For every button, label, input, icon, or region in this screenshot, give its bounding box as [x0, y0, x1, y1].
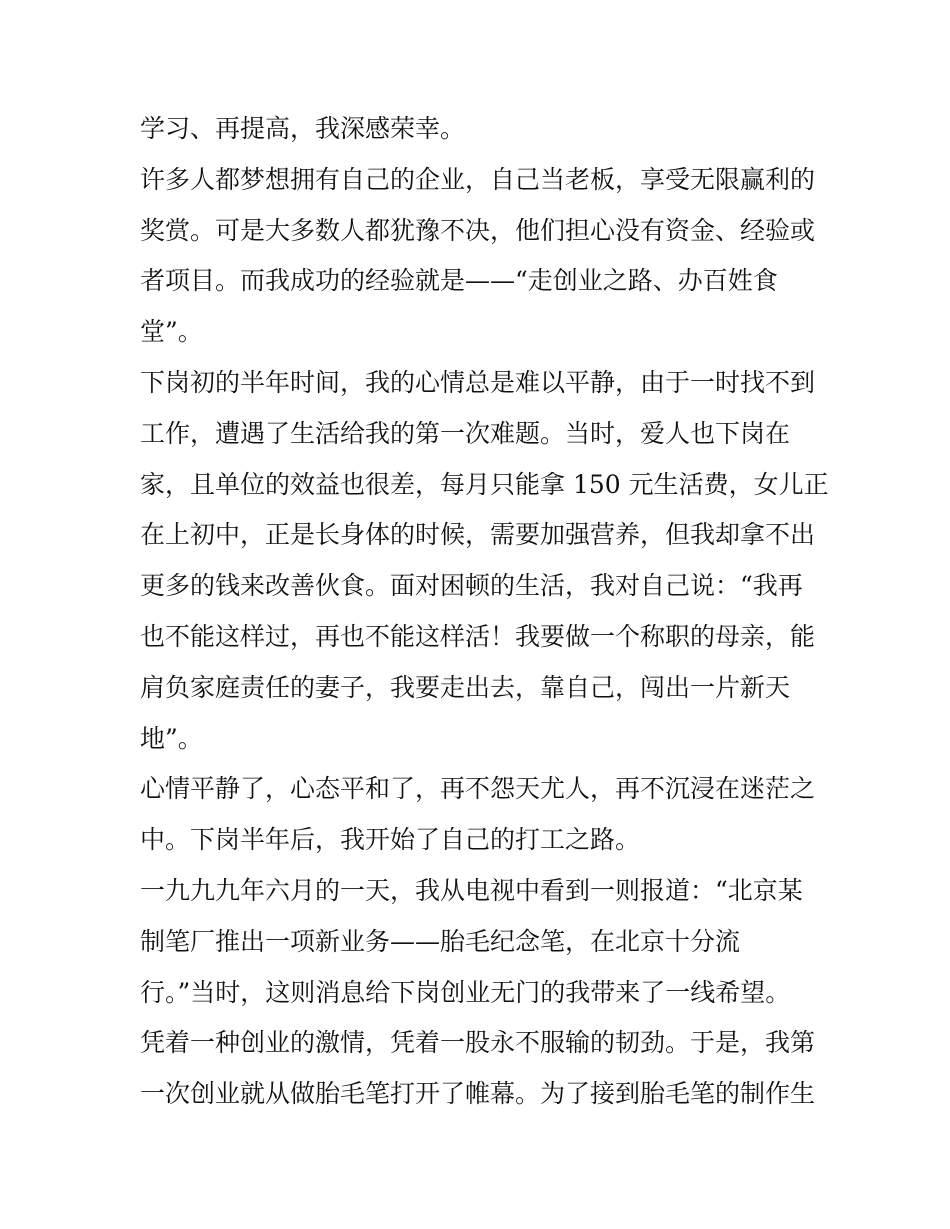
- body-text: [140, 104, 829, 1120]
- text-line: 许多人都梦想拥有自己的企业，自己当老板，享受无限赢利的: [140, 164, 816, 194]
- text-line: 行。”当时，这则消息给下岗创业无门的我带来了一线希望。: [140, 977, 791, 1007]
- text-line: 学习、再提高，我深感荣幸。: [140, 114, 466, 143]
- text-line: 在上初中，正是长身体的时候，需要加强营养，但我却拿不出: [140, 520, 816, 550]
- text-line: 工作，遭遇了生活给我的第一次难题。当时，爱人也下岗在: [140, 418, 791, 448]
- text-line: 也不能这样过，再也不能这样活！我要做一个称职的母亲，能: [140, 621, 816, 651]
- text-line: 者项目。而我成功的经验就是——“走创业之路、办百姓食: [140, 266, 778, 296]
- text-line: 堂”。: [140, 317, 203, 347]
- text-line: 中。下岗半年后，我开始了自己的打工之路。: [140, 825, 641, 855]
- text-line: 家，且单位的效益也很差，每月只能拿 150 元生活费，女儿正: [140, 469, 829, 499]
- text-line: 肩负家庭责任的妻子，我要走出去，靠自己，闯出一片新天: [140, 672, 791, 702]
- text-line: 奖赏。可是大多数人都犹豫不决，他们担心没有资金、经验或: [140, 215, 816, 245]
- text-line: 心情平静了，心态平和了，再不怨天尤人，再不沉浸在迷茫之: [140, 774, 816, 804]
- text-line: 下岗初的半年时间，我的心情总是难以平静，由于一时找不到: [140, 367, 816, 397]
- text-line: 一九九九年六月的一天，我从电视中看到一则报道：“北京某: [140, 875, 803, 905]
- text-line: 一次创业就从做胎毛笔打开了帷幕。为了接到胎毛笔的制作生: [140, 1079, 816, 1109]
- text-line: 更多的钱来改善伙食。面对困顿的生活，我对自己说：“我再: [140, 571, 803, 601]
- text-line: 地”。: [140, 723, 203, 753]
- text-line: 制笔厂推出一项新业务——胎毛纪念笔，在北京十分流: [140, 926, 741, 956]
- text-line: 凭着一种创业的激情，凭着一股永不服输的韧劲。于是，我第: [140, 1028, 816, 1058]
